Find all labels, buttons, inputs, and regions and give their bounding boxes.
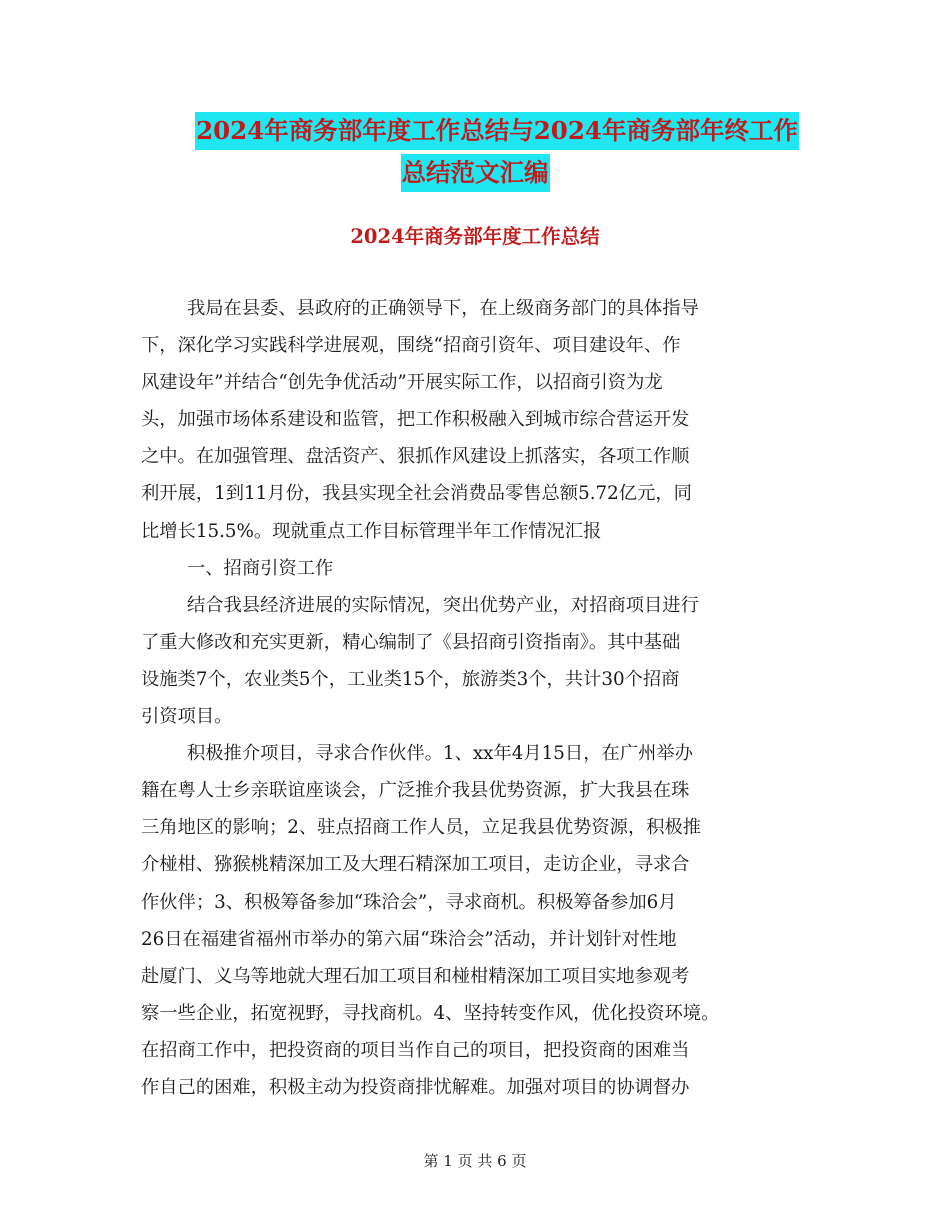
title-line-2: 总结范文汇编: [401, 154, 550, 192]
body-line: 作伙伴；3、积极筹备参加“珠洽会”，寻求商机。积极筹备参加6月: [141, 891, 677, 913]
title-line-1: 2024年商务部年度工作总结与2024年商务部年终工作: [195, 112, 799, 150]
body-line: 比增长15.5%。现就重点工作目标管理半年工作情况汇报: [141, 520, 602, 542]
body-line: 利开展，1到11月份，我县实现全社会消费品零售总额5.72亿元，同: [141, 483, 692, 505]
body-line: 结合我县经济进展的实际情况，突出优势产业，对招商项目进行: [187, 594, 699, 616]
body-line: 风建设年”并结合“创先争优活动”开展实际工作，以招商引资为龙: [141, 372, 663, 394]
body-line: 积极推介项目，寻求合作伙伴。1、xx年4月15日，在广州举办: [187, 743, 693, 765]
body-line: 介椪柑、猕猴桃精深加工及大理石精深加工项目，走访企业，寻求合: [141, 854, 690, 876]
section-heading-line: 一、招商引资工作: [187, 557, 334, 579]
body-line: 作自己的困难，积极主动为投资商排忧解难。加强对项目的协调督办: [141, 1076, 690, 1098]
body-line: 26日在福建省福州市举办的第六届“珠洽会”活动，并计划针对性地: [141, 928, 677, 950]
body-line: 三角地区的影响；2、驻点招商工作人员，立足我县优势资源，积极推: [141, 817, 702, 839]
body-line: 在招商工作中，把投资商的项目当作自己的项目，把投资商的困难当: [141, 1039, 690, 1061]
page-number: 第 1 页 共 6 页: [423, 1152, 527, 1170]
body-line: 察一些企业，拓宽视野，寻找商机。4、坚持转变作风，优化投资环境。: [141, 1002, 720, 1024]
body-line: 引资项目。: [141, 706, 233, 728]
body-line: 之中。在加强管理、盘活资产、狠抓作风建设上抓落实，各项工作顺: [141, 446, 690, 468]
body-line: 头，加强市场体系建设和监管，把工作积极融入到城市综合营运开发: [141, 409, 690, 431]
body-line: 籍在粤人士乡亲联谊座谈会，广泛推介我县优势资源，扩大我县在珠: [141, 780, 690, 802]
body-line: 赴厦门、义乌等地就大理石加工项目和椪柑精深加工项目实地参观考: [141, 965, 690, 987]
body-line: 下，深化学习实践科学进展观，围绕“招商引资年、项目建设年、作: [141, 335, 681, 357]
body-line: 设施类7个，农业类5个，工业类15个，旅游类3个，共计30个招商: [141, 668, 680, 690]
document-title: [0, 112, 950, 192]
body-text: [141, 290, 821, 1106]
body-line: 我局在县委、县政府的正确领导下，在上级商务部门的具体指导: [187, 298, 699, 319]
section-heading: 2024年商务部年度工作总结: [350, 225, 600, 248]
body-line: 了重大修改和充实更新，精心编制了《县招商引资指南》。其中基础: [141, 631, 681, 653]
